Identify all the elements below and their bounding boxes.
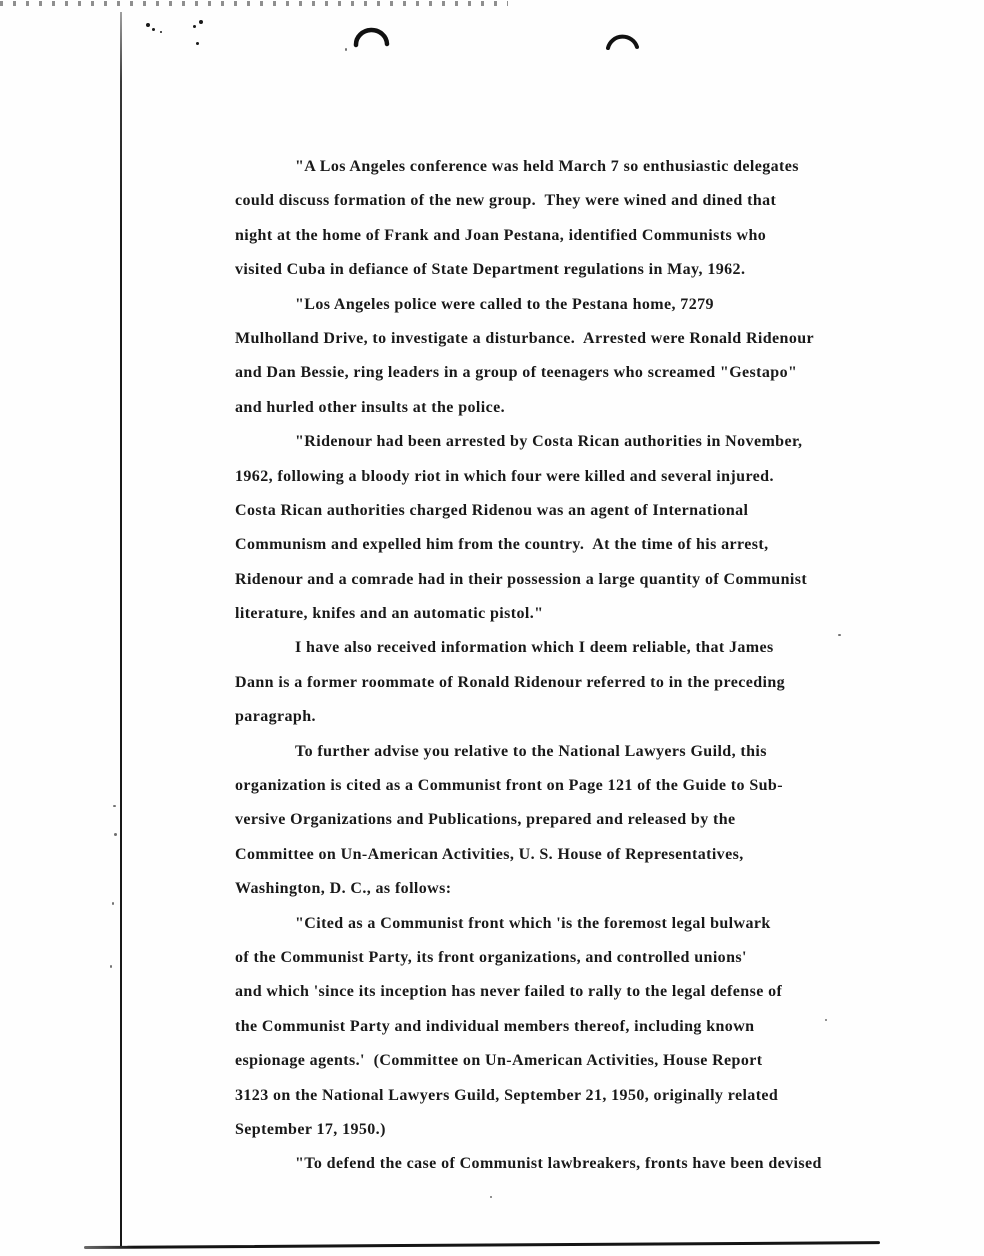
text-line: I have also received information which I deem reliable, that James [295,639,774,657]
text-line: and Dan Bessie, ring leaders in a group of teenagers who screamed "Gestapo" [235,364,798,382]
text-line: of the Communist Party, its front organizations, and controlled unions' [235,948,747,966]
left-page-rule [120,12,122,1248]
text-line: "To defend the case of Communist lawbreakers, fronts have been devised [295,1155,822,1173]
bottom-page-rule [84,1241,880,1249]
text-line: night at the home of Frank and Joan Pestana, identified Communists who [235,226,767,244]
arc-mark-icon [603,29,643,51]
ink-speck [152,28,155,31]
text-line: could discuss formation of the new group. They were wined and dined that [235,192,777,210]
text-line: espionage agents.' (Committee on Un-American Activities, House Report [235,1052,763,1070]
text-line: the Communist Party and individual members thereof, including known [235,1017,755,1035]
text-line: To further advise you relative to the National Lawyers Guild, this [295,742,767,760]
text-line: "Cited as a Communist front which 'is the foremost legal bulwark [295,914,771,932]
ink-speck [193,25,196,28]
ink-speck [112,902,114,905]
text-block [235,150,925,1182]
ink-speck [196,42,199,45]
text-line: visited Cuba in defiance of State Department regulations in May, 1962. [235,261,746,279]
text-line: 3123 on the National Lawyers Guild, September 21, 1950, originally related [235,1086,779,1104]
text-line: organization is cited as a Communist front on Page 121 of the Guide to Sub- [235,777,783,795]
text-line: Committee on Un-American Activities, U. S. House of Representatives, [235,845,744,863]
text-line: Costa Rican authorities charged Ridenou was an agent of International [235,501,749,519]
text-line: Communism and expelled him from the country. At the time of his arrest, [235,536,769,554]
ink-speck [110,965,112,968]
text-line: "Los Angeles police were called to the Pestana home, 7279 [295,295,714,313]
text-line: Dann is a former roommate of Ronald Ridenour referred to in the preceding [235,673,786,691]
text-line: September 17, 1950.) [235,1120,386,1138]
arc-mark-icon [352,26,392,48]
ink-speck [490,1196,492,1198]
ink-speck [345,48,347,51]
ink-speck [146,23,150,27]
dotted-perforation-line [0,1,508,6]
ink-speck [199,20,203,24]
text-line: 1962, following a bloody riot in which four were killed and several injured. [235,467,774,485]
ink-speck [113,805,116,807]
ink-speck [114,833,117,836]
text-line: literature, knifes and an automatic pistol." [235,605,544,623]
text-line: "A Los Angeles conference was held March 7 so enthusiastic delegates [295,158,799,175]
ink-speck [160,31,162,33]
text-line: Ridenour and a comrade had in their possession a large quantity of Communist [235,570,808,588]
text-line: "Ridenour had been arrested by Costa Rican authorities in November, [295,433,803,451]
text-line: Mulholland Drive, to investigate a disturbance. Arrested were Ronald Ridenour [235,329,815,347]
text-line: paragraph. [235,708,316,726]
text-line: and hurled other insults at the police. [235,398,505,416]
text-line: versive Organizations and Publications, prepared and released by the [235,811,736,829]
text-line: Washington, D. C., as follows: [235,880,452,898]
text-line: and which 'since its inception has never failed to rally to the legal defense of [235,983,783,1001]
